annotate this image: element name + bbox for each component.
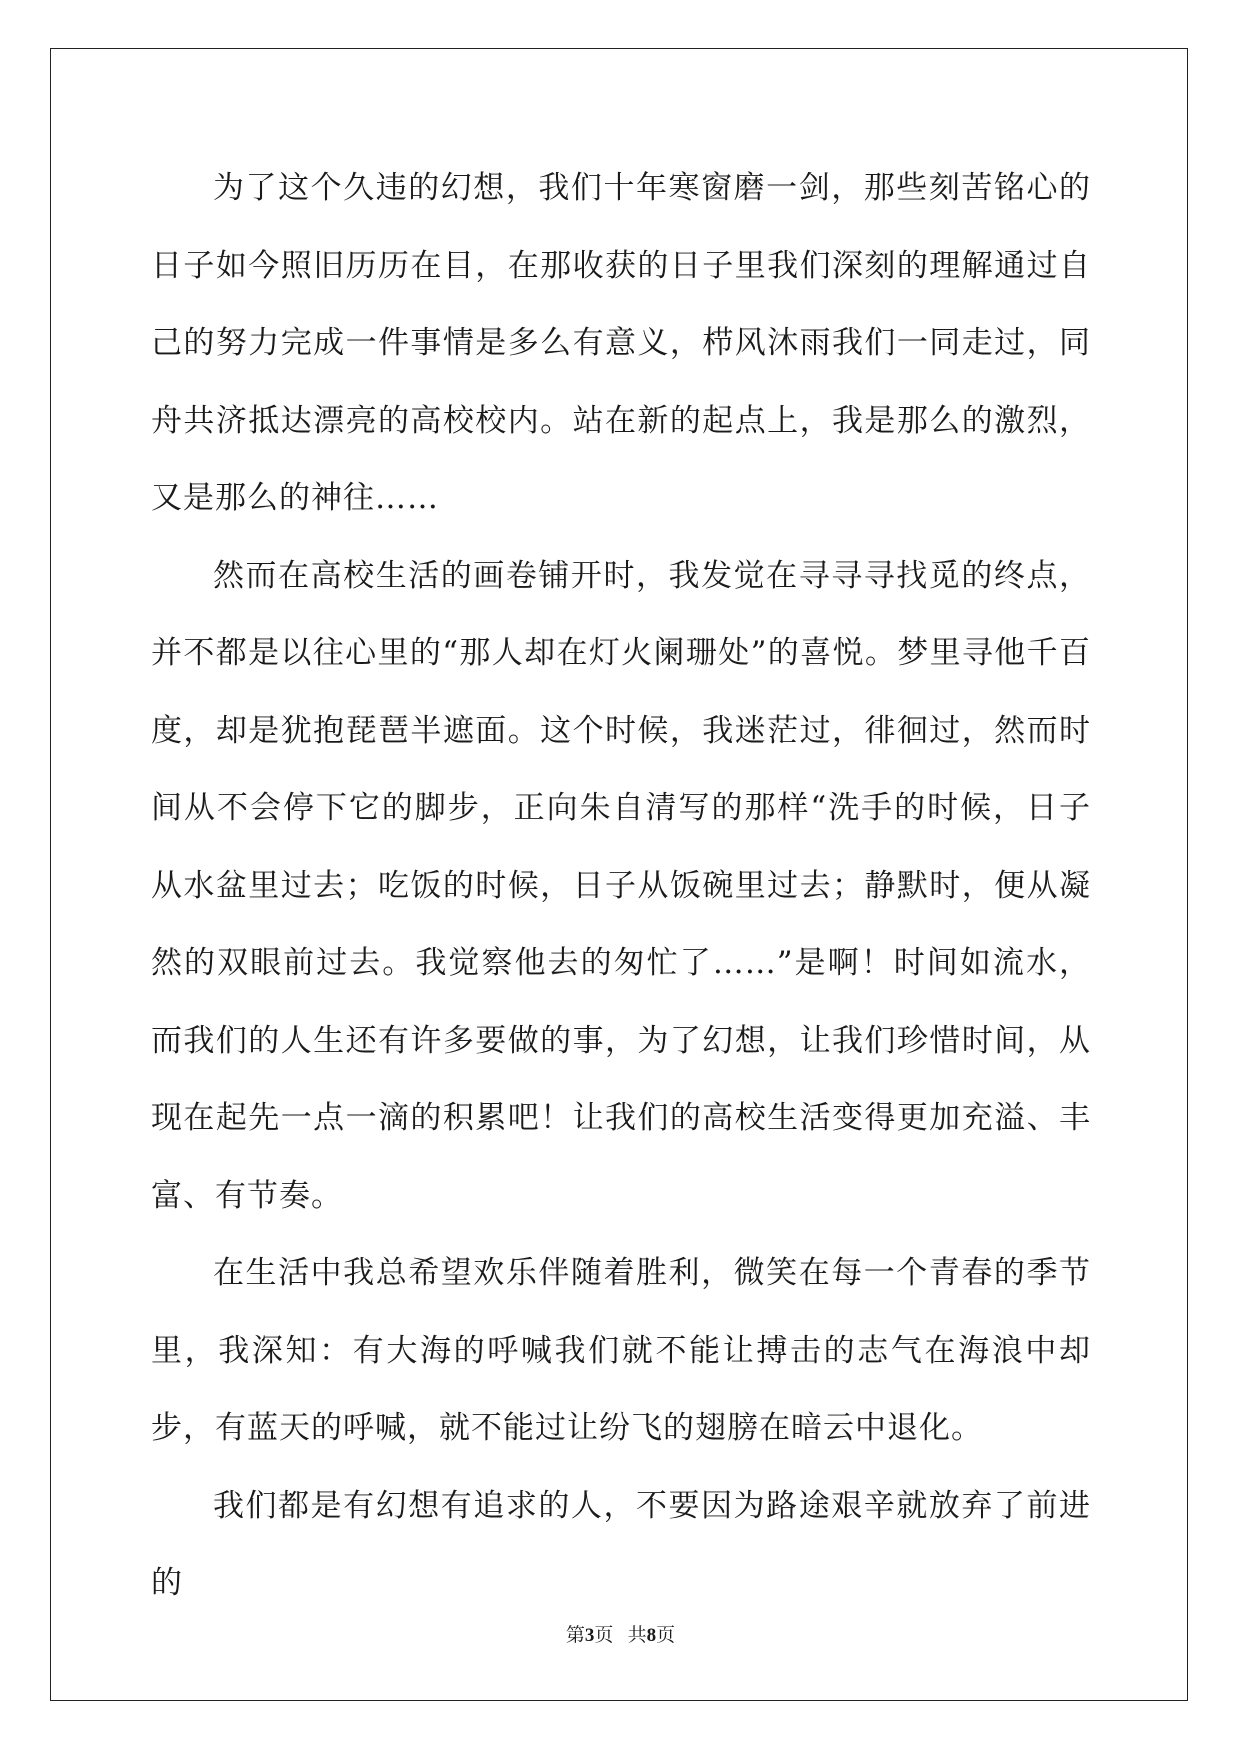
- paragraph-4: 我们都是有幻想有追求的人，不要因为路途艰辛就放弃了前进的: [151, 1487, 1091, 1601]
- total-page-number: 8: [646, 1625, 657, 1646]
- paragraph-2: 然而在高校生活的画卷铺开时，我发觉在寻寻寻找觅的终点，并不都是以往心里的“那人却在灯火阑珊处”的喜悦。梦里寻他千百度，却是犹抱琵琶半遮面。这个时候，我迷茫过，徘徊过，然而时间从不会停下它的脚步，正向朱自清写的那样“洗手的时候，日子从水盆里过去；吃饭的时候，日子从饭碗里过去；静默时，便从凝然的双眼前过去。我觉察他去的匆忙了……”是啊！时间如流水，而我们的人生还有许多要做的事，为了幻想，让我们珍惜时间，从现在起先一点一滴的积累吧！让我们的高校生活变得更加充溢、丰富、有节奏。: [151, 557, 1091, 1214]
- paragraph-3: 在生活中我总希望欢乐伴随着胜利，微笑在每一个青春的季节里，我深知：有大海的呼喊我们就不能让搏击的志气在海浪中却步，有蓝天的呼喊，就不能过让纷飞的翅膀在暗云中退化。: [151, 1255, 1091, 1446]
- current-page-number: 3: [584, 1625, 595, 1646]
- page-footer: [0, 1620, 1241, 1647]
- paragraph-1: 为了这个久违的幻想，我们十年寒窗磨一剑，那些刻苦铭心的日子如今照旧历历在目，在那收获的日子里我们深刻的理解通过自己的努力完成一件事情是多么有意义，栉风沐雨我们一同走过，同舟共济抵达漂亮的高校校内。站在新的起点上，我是那么的激烈，又是那么的神往……: [151, 170, 1091, 516]
- document-body: [151, 150, 1091, 1623]
- footer-total-suffix: 页: [656, 1625, 676, 1646]
- footer-prefix: 第: [565, 1625, 585, 1646]
- footer-total-prefix: 共: [627, 1625, 647, 1646]
- footer-page-word: 页: [594, 1625, 614, 1646]
